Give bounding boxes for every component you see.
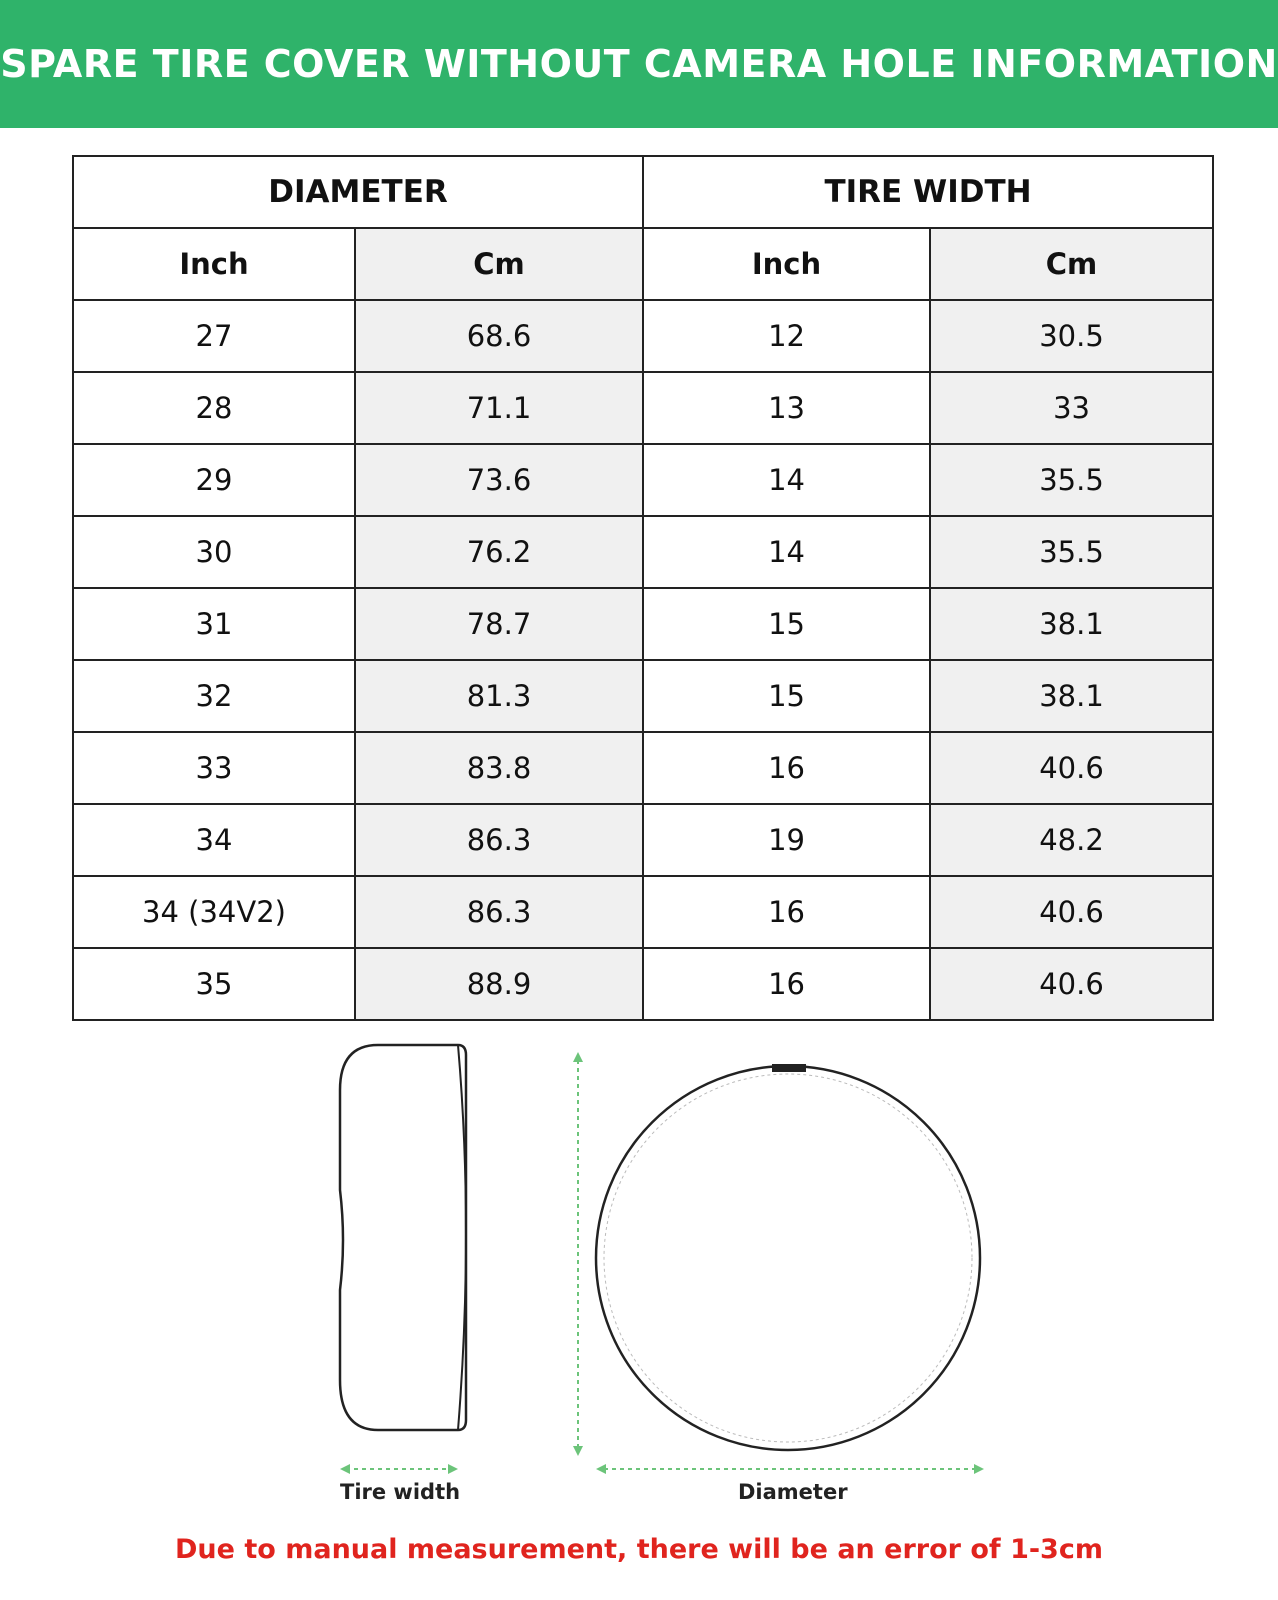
tire-width-group-header: TIRE WIDTH	[643, 156, 1213, 228]
width-inch-cell: 16	[643, 948, 930, 1020]
diameter-cm-cell: 81.3	[355, 660, 643, 732]
width-inch-cell: 16	[643, 876, 930, 948]
table-row	[73, 948, 1213, 1020]
diameter-cm-cell: 88.9	[355, 948, 643, 1020]
diameter-inch-cell: 33	[73, 732, 355, 804]
width-cm-cell: 48.2	[930, 804, 1213, 876]
table-row	[73, 732, 1213, 804]
width-cm-cell: 30.5	[930, 300, 1213, 372]
diameter-inch-header: Inch	[73, 228, 355, 300]
width-cm-cell: 40.6	[930, 876, 1213, 948]
diameter-label: Diameter	[738, 1480, 848, 1504]
table-row	[73, 372, 1213, 444]
diameter-horizontal-arrow	[596, 1464, 984, 1474]
title-banner	[0, 0, 1278, 128]
width-inch-cell: 19	[643, 804, 930, 876]
width-cm-cell: 33	[930, 372, 1213, 444]
page-title: SPARE TIRE COVER WITHOUT CAMERA HOLE INFORMATION	[0, 42, 1278, 86]
width-inch-header: Inch	[643, 228, 930, 300]
measurement-note: Due to manual measurement, there will be an error of 1-3cm	[175, 1534, 1103, 1565]
diameter-cm-cell: 86.3	[355, 876, 643, 948]
width-inch-cell: 12	[643, 300, 930, 372]
diameter-inch-cell: 31	[73, 588, 355, 660]
sub-header-row	[73, 228, 1213, 300]
width-inch-cell: 13	[643, 372, 930, 444]
table-row	[73, 300, 1213, 372]
table-row	[73, 660, 1213, 732]
diameter-inch-cell: 27	[73, 300, 355, 372]
width-cm-cell: 40.6	[930, 732, 1213, 804]
width-cm-cell: 38.1	[930, 660, 1213, 732]
table-row	[73, 516, 1213, 588]
diameter-cm-cell: 73.6	[355, 444, 643, 516]
diameter-cm-cell: 71.1	[355, 372, 643, 444]
table-body	[73, 300, 1213, 1020]
tire-diagram	[0, 1040, 1278, 1490]
table-row	[73, 588, 1213, 660]
diameter-inch-cell: 32	[73, 660, 355, 732]
group-header-row	[73, 156, 1213, 228]
diameter-inch-cell: 29	[73, 444, 355, 516]
width-inch-cell: 14	[643, 516, 930, 588]
diameter-inch-cell: 35	[73, 948, 355, 1020]
width-inch-cell: 14	[643, 444, 930, 516]
tire-width-label: Tire width	[340, 1480, 461, 1504]
diameter-cm-cell: 78.7	[355, 588, 643, 660]
tire-width-arrow	[340, 1464, 458, 1474]
diameter-inch-cell: 34	[73, 804, 355, 876]
diameter-cm-header: Cm	[355, 228, 643, 300]
width-cm-cell: 35.5	[930, 444, 1213, 516]
diameter-cm-cell: 83.8	[355, 732, 643, 804]
diameter-inch-cell: 28	[73, 372, 355, 444]
tire-side-view	[340, 1045, 466, 1430]
diameter-cm-cell: 86.3	[355, 804, 643, 876]
diameter-cm-cell: 68.6	[355, 300, 643, 372]
tire-front-view	[596, 1066, 980, 1450]
table-row	[73, 804, 1213, 876]
width-cm-cell: 40.6	[930, 948, 1213, 1020]
diameter-inch-cell: 34 (34V2)	[73, 876, 355, 948]
width-cm-cell: 35.5	[930, 516, 1213, 588]
width-inch-cell: 15	[643, 660, 930, 732]
diameter-cm-cell: 76.2	[355, 516, 643, 588]
width-inch-cell: 15	[643, 588, 930, 660]
table-row	[73, 876, 1213, 948]
diameter-vertical-arrow	[573, 1052, 583, 1456]
tire-top-tab	[772, 1064, 806, 1072]
width-inch-cell: 16	[643, 732, 930, 804]
width-cm-header: Cm	[930, 228, 1213, 300]
width-cm-cell: 38.1	[930, 588, 1213, 660]
diameter-group-header: DIAMETER	[73, 156, 643, 228]
table-row	[73, 444, 1213, 516]
size-table	[72, 155, 1214, 1021]
diameter-inch-cell: 30	[73, 516, 355, 588]
